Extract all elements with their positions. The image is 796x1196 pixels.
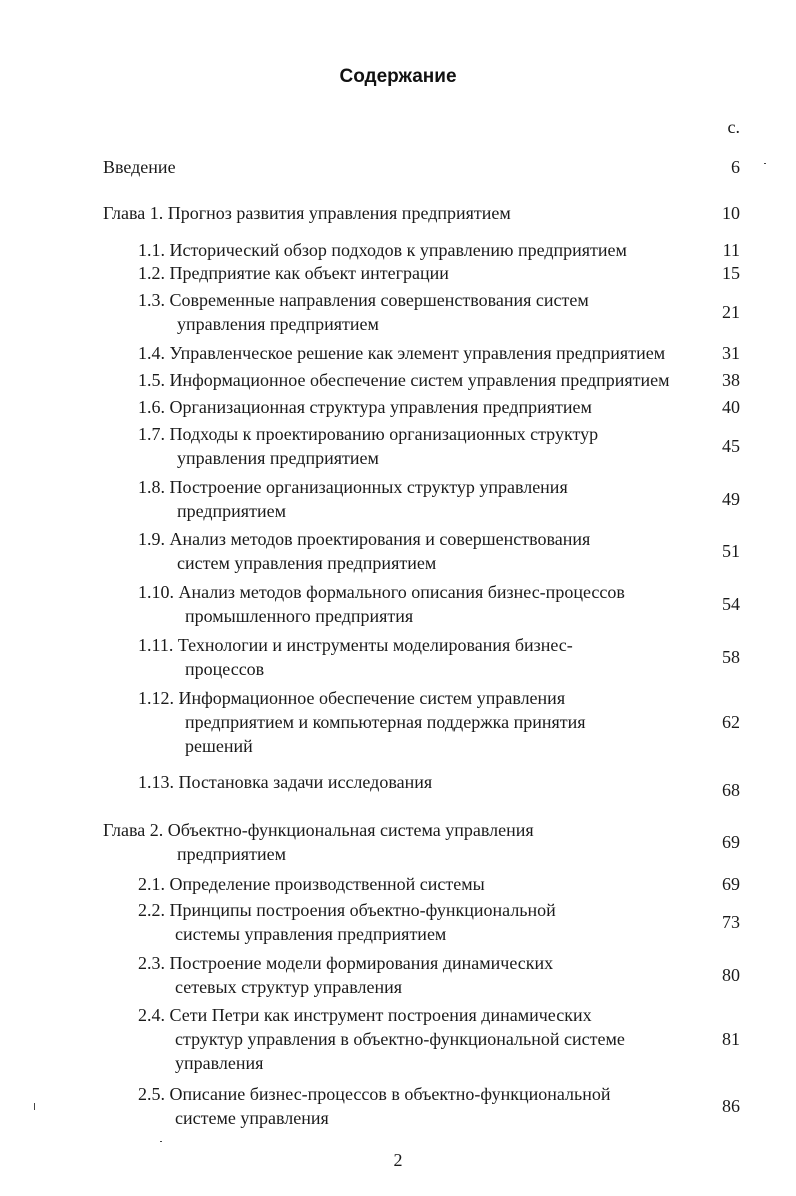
toc-entry-page: 15 — [722, 263, 740, 283]
toc-entry-page: 54 — [722, 594, 740, 614]
toc-entry-title-line: Глава 1. Прогноз развития управления предприятием — [103, 203, 511, 223]
toc-entry-title-line: 1.12. Информационное обеспечение систем управления — [138, 688, 566, 708]
scan-speck — [764, 163, 766, 164]
toc-entry-title-line: системе управления — [175, 1108, 329, 1128]
toc-entry-page: 81 — [722, 1029, 740, 1049]
toc-entry-title-line: 2.4. Сети Петри как инструмент построения динамических — [138, 1005, 592, 1025]
toc-entry-page: 69 — [722, 874, 740, 894]
toc-entry-title-line: 2.1. Определение производственной системы — [138, 874, 485, 894]
toc-entry-title-line: систем управления предприятием — [177, 553, 437, 573]
toc-entry-title-line: 1.11. Технологии и инструменты моделирования бизнес- — [138, 635, 573, 655]
toc-entry-title-line: Введение — [103, 157, 176, 177]
toc-entry-title-line: управления предприятием — [177, 448, 379, 468]
scan-speck — [160, 1141, 162, 1142]
toc-entry-title-line: 1.7. Подходы к проектированию организационных структур — [138, 424, 599, 444]
toc-entry-title-line: 2.5. Описание бизнес-процессов в объектно-функциональной — [138, 1084, 611, 1104]
toc-entry-page: 10 — [722, 203, 740, 223]
toc-entry-title-line: 1.13. Постановка задачи исследования — [138, 772, 433, 792]
toc-entry-title-line: 1.1. Исторический обзор подходов к управлению предприятием — [138, 240, 627, 260]
toc-entry-page: 80 — [722, 965, 740, 985]
toc-entry-title-line: системы управления предприятием — [175, 924, 447, 944]
toc-entry-page: 69 — [722, 832, 740, 852]
toc-entry-page: 45 — [722, 436, 740, 456]
toc-entry-page: 49 — [722, 489, 740, 509]
toc-entry-page: 86 — [722, 1096, 740, 1116]
toc-entry-page: 38 — [722, 370, 740, 390]
toc-entry-title-line: 1.3. Современные направления совершенствования систем — [138, 290, 589, 310]
toc-entry-title-line: 1.8. Построение организационных структур управления — [138, 477, 568, 497]
toc-entry-page: 51 — [722, 541, 740, 561]
toc-entry-page: 62 — [722, 712, 740, 732]
toc-entry-page: 6 — [731, 157, 740, 177]
toc-entry-title-line: процессов — [185, 659, 265, 679]
page-column-header: с. — [727, 117, 740, 137]
toc-entry-page: 68 — [722, 780, 740, 800]
page-number: 2 — [393, 1150, 403, 1170]
toc-entry-title-line: предприятием и компьютерная поддержка принятия — [185, 712, 586, 732]
toc-entry-title-line: 1.5. Информационное обеспечение систем управления предприятием — [138, 370, 670, 390]
toc-entry-title-line: 1.10. Анализ методов формального описания бизнес-процессов — [138, 582, 625, 602]
toc-entry-title-line: управления — [175, 1053, 264, 1073]
toc-entry-title-line: предприятием — [177, 501, 286, 521]
toc-entry-title-line: управления предприятием — [177, 314, 379, 334]
toc-entry-title-line: сетевых структур управления — [175, 977, 403, 997]
toc-entry-title-line: решений — [185, 736, 253, 756]
toc-entry-page: 31 — [722, 343, 740, 363]
toc-entry-title-line: 1.6. Организационная структура управления предприятием — [138, 397, 592, 417]
toc-entry-page: 40 — [722, 397, 740, 417]
toc-entry-page: 58 — [722, 647, 740, 667]
scan-speck — [34, 1103, 35, 1110]
toc-entry-title-line: структур управления в объектно-функциональной системе — [175, 1029, 625, 1049]
toc-entry-title-line: Глава 2. Объектно-функциональная система управления — [103, 820, 534, 840]
toc-entry-page: 73 — [722, 912, 740, 932]
toc-entry-title-line: 1.9. Анализ методов проектирования и совершенствования — [138, 529, 591, 549]
page-title: Содержание — [339, 66, 457, 87]
toc-entry-page: 11 — [722, 240, 740, 260]
toc-entry-title-line: предприятием — [177, 844, 286, 864]
toc-entry-page: 21 — [722, 302, 740, 322]
toc-entry-title-line: 1.4. Управленческое решение как элемент управления предприятием — [138, 343, 666, 363]
toc-entry-title-line: 1.2. Предприятие как объект интеграции — [138, 263, 449, 283]
toc-entry-title-line: 2.2. Принципы построения объектно-функциональной — [138, 900, 556, 920]
toc-entry-title-line: промышленного предприятия — [185, 606, 414, 626]
toc-entry-title-line: 2.3. Построение модели формирования динамических — [138, 953, 554, 973]
